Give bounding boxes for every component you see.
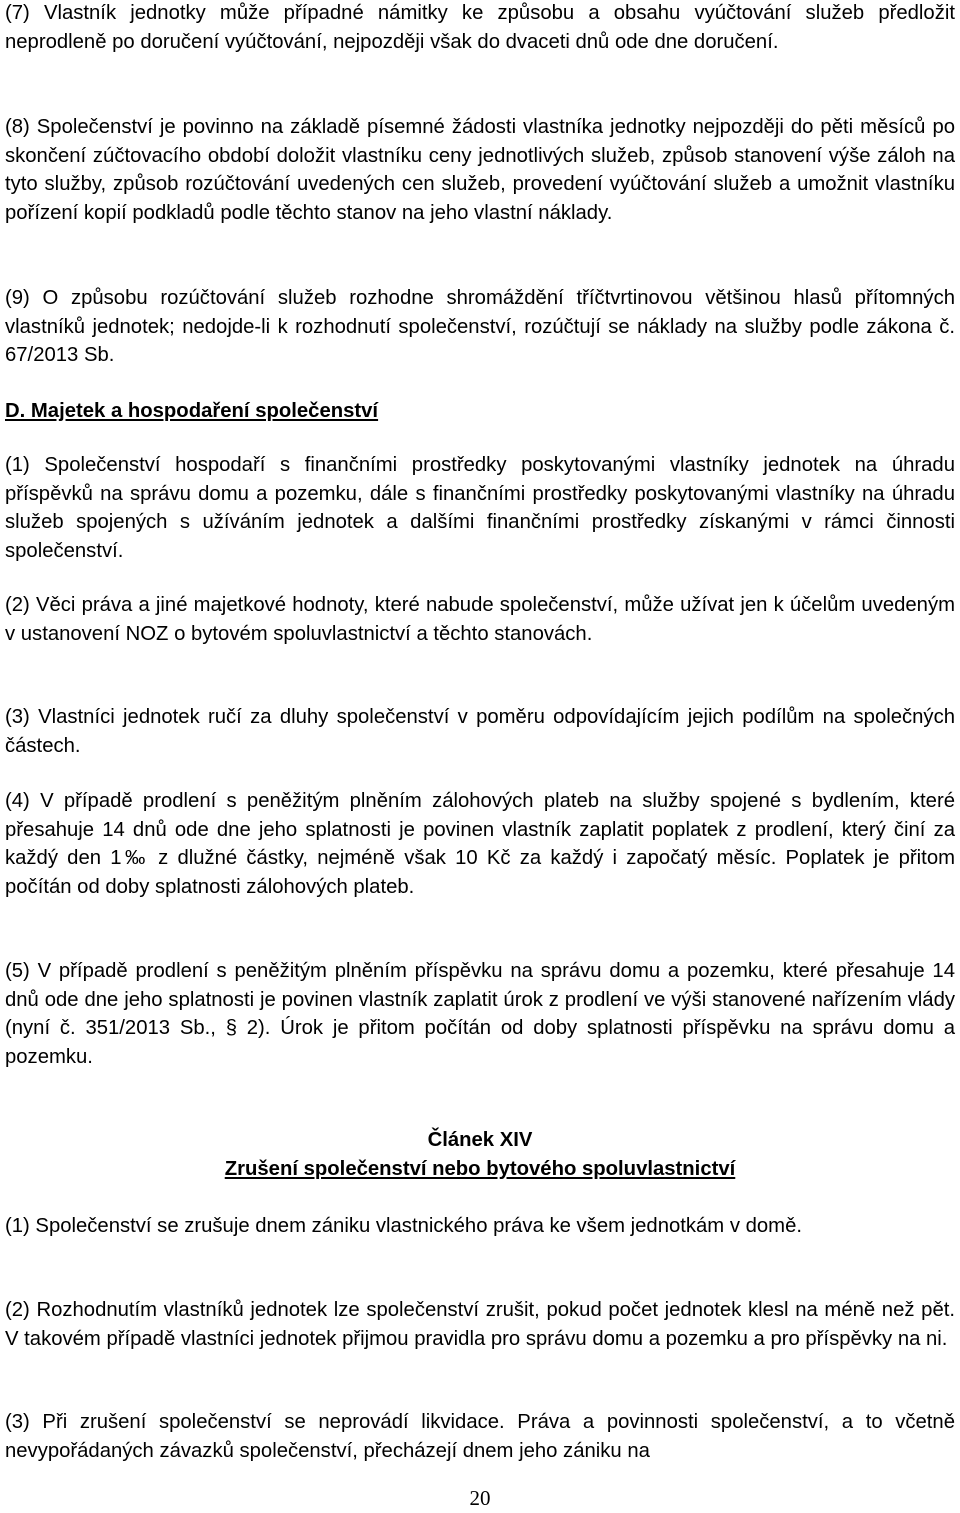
page-number: 20 [469, 1486, 491, 1510]
paragraph-d2: (2) Věci práva a jiné majetkové hodnoty, které nabude společenství, může užívat jen k účelům uvedeným v ustanovení NOZ o bytovém spoluvlastnictví a těchto stanovách. [5, 594, 955, 645]
paragraph-d5: (5) V případě prodlení s peněžitým plněním příspěvku na správu domu a pozemku, které přesahuje 14 dnů ode dne jeho splatnosti je povinen vlastník zaplatit úrok z prodlení ve výši stanovené nařízením vlády (nyní č. 351/2013 Sb., § 2). Úrok je přitom počítán od doby splatnosti příspěvku na správu domu a pozemku. [5, 960, 955, 1068]
paragraph-c9: (9) O způsobu rozúčtování služeb rozhodne shromáždění tříčtvrtinovou většinou hlasů přítomných vlastníků jednotek; nedojde-li k rozhodnutí společenství, rozúčtují se náklady na služby podle zákona č. 67/2013 Sb. [5, 287, 955, 366]
paragraph-xiv-1: (1) Společenství se zrušuje dnem zániku vlastnického práva ke všem jednotkám v domě. [5, 1215, 802, 1237]
paragraph-xiv-3: (3) Při zrušení společenství se neprovádí likvidace. Práva a povinnosti společenství, a to včetně nevypořádaných závazků společenství, přecházejí dnem jeho zániku na [5, 1411, 955, 1462]
paragraph-d3: (3) Vlastníci jednotek ručí za dluhy společenství v poměru odpovídajícím jejich podílům na společných částech. [5, 706, 955, 757]
article-subtitle: Zrušení společenství nebo bytového spoluvlastnictví [224, 1158, 736, 1180]
paragraph-d4: (4) V případě prodlení s peněžitým plněním zálohových plateb na služby spojené s bydlením, které přesahuje 14 dnů ode dne jeho splatnosti je povinen vlastník zaplatit poplatek z prodlení, který činí za každý den 1‰ z dlužné částky, nejméně však 10 Kč za každý i započatý měsíc. Poplatek je přitom počítán od doby splatnosti zálohových plateb. [5, 790, 955, 898]
paragraph-c7: (7) Vlastník jednotky může případné námitky ke způsobu a obsahu vyúčtování služeb předložit neprodleně po doručení vyúčtování, nejpozději však do dvaceti dnů ode dne doručení. [5, 2, 955, 53]
paragraph-c8: (8) Společenství je povinno na základě písemné žádosti vlastníka jednotky nejpozději do pěti měsíců po skončení zúčtovacího období doložit vlastníku ceny jednotlivých služeb, způsob stanovení výše záloh na tyto služby, způsob rozúčtování uvedených cen služeb, provedení vyúčtování služeb a umožnit vlastníku pořízení kopií podkladů podle těchto stanov na jeho vlastní náklady. [5, 116, 955, 224]
section-d-heading: D. Majetek a hospodaření společenství [5, 400, 379, 422]
paragraph-d1: (1) Společenství hospodaří s finančními prostředky poskytovanými vlastníky jednotek na úhradu příspěvků na správu domu a pozemku, dále s finančními prostředky poskytovanými vlastníky na úhradu služeb spojených s užíváním jednotek a dalšími finančními prostředky získanými v rámci činnosti společenství. [5, 454, 955, 562]
paragraph-xiv-2: (2) Rozhodnutím vlastníků jednotek lze společenství zrušit, pokud počet jednotek klesl na méně než pět. V takovém případě vlastníci jednotek přijmou pravidla pro správu domu a pozemku a pro příspěvky na ni. [5, 1299, 955, 1350]
article-title: Článek XIV [427, 1129, 533, 1151]
